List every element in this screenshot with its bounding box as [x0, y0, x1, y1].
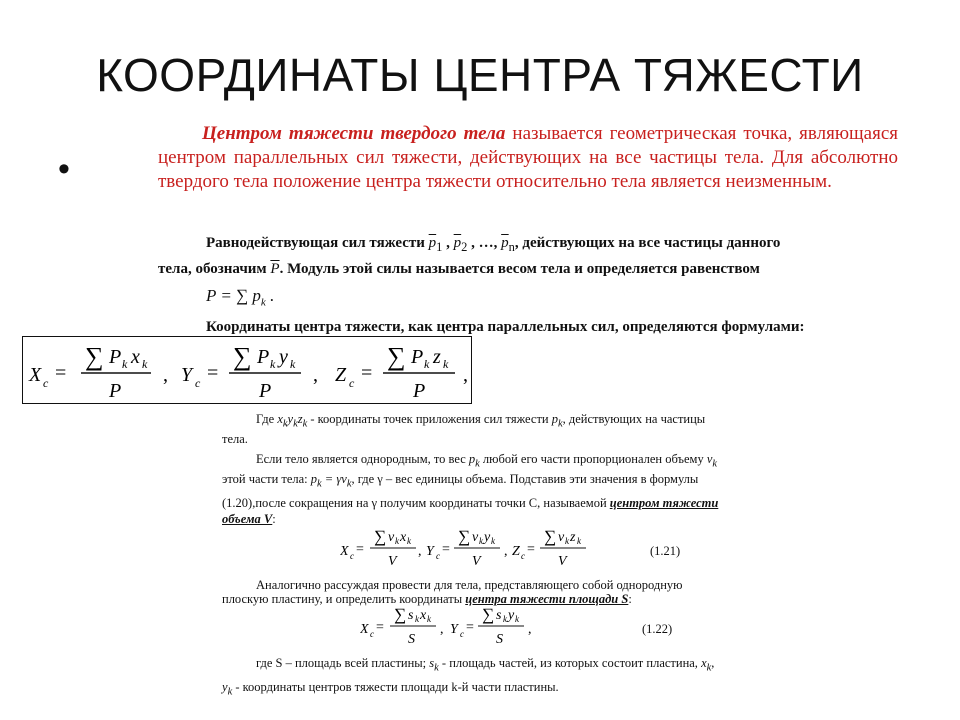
svg-text:P: P [109, 380, 122, 402]
svg-text:=: = [466, 620, 474, 635]
svg-text:s: s [496, 608, 502, 623]
svg-text:P: P [411, 346, 424, 368]
resultant-text-b: , действующих на все частицы данного [514, 235, 781, 251]
svg-text:∑: ∑ [387, 342, 406, 371]
svg-text:c: c [349, 376, 355, 390]
svg-text:X: X [29, 364, 42, 386]
svg-text:P: P [109, 346, 122, 368]
svg-text:,: , [504, 544, 508, 559]
area-centroid-formula [360, 606, 560, 652]
svg-text:y: y [279, 346, 288, 368]
svg-text:k: k [491, 536, 495, 546]
resultant-line-1: Равнодействующая сил тяжести $\overline{p}_1$ , $\overline{p}_2$ , …, $\overline{p}_n$, действующих на все частицы данного [206, 235, 781, 254]
svg-text:,: , [463, 364, 468, 386]
resultant-text-d: . Модуль этой силы называется весом тела и определяется равенством [279, 261, 760, 277]
svg-text:c: c [460, 629, 464, 639]
svg-text:v: v [558, 530, 565, 545]
svg-text:k: k [424, 357, 430, 371]
svg-text:=: = [376, 620, 384, 635]
plate-line-1: Аналогично рассуждая провести для тела, представляющего собой однородную [256, 578, 683, 592]
weight-equation: P = ∑ $p_k$ . [206, 286, 275, 309]
svg-text:k: k [407, 536, 411, 546]
svg-text:∑: ∑ [458, 528, 471, 546]
svg-text:k: k [503, 614, 507, 624]
svg-text:k: k [515, 614, 519, 624]
svg-text:P: P [413, 380, 426, 402]
svg-text:y: y [484, 530, 491, 545]
svg-text:=: = [361, 362, 373, 384]
homogeneous-line-2: этой части тела: $p_k = \gamma v_k$, где γ – вес единицы объема. Подставив эти значения в формулы [222, 472, 699, 490]
svg-text:,: , [440, 622, 444, 637]
resultant-text-a: Равнодействующая сил тяжести [206, 235, 425, 251]
svg-text:V: V [388, 554, 397, 569]
svg-text:x: x [131, 346, 140, 368]
eq-number-121: (1.21) [650, 544, 681, 558]
svg-text:k: k [415, 614, 419, 624]
svg-text:=: = [527, 542, 535, 557]
svg-text:S: S [496, 632, 503, 647]
resultant-line-2: тела, обозначим $\overline{P}$. Модуль этой силы называется весом тела и определяется равенством [158, 261, 760, 277]
svg-text:c: c [195, 376, 201, 390]
svg-text:P: P [259, 380, 272, 402]
svg-text:s: s [408, 608, 414, 623]
svg-text:Y: Y [181, 364, 193, 386]
svg-text:∑: ∑ [233, 342, 252, 371]
svg-text:V: V [558, 554, 567, 569]
svg-text:∑: ∑ [544, 528, 557, 546]
where-line: Где $x_ky_kz_k$ - координаты точек приложения сил тяжести $p_k$, действующих на частицы [256, 412, 706, 430]
svg-text:=: = [207, 362, 219, 384]
svg-text:k: k [142, 357, 148, 371]
where-line-end: тела. [222, 432, 248, 446]
svg-text:∑: ∑ [482, 606, 495, 624]
svg-text:,: , [528, 622, 532, 637]
svg-text:X: X [360, 622, 369, 637]
coords-intro: Координаты центра тяжести, как центра параллельных сил, определяются формулами: [206, 319, 805, 335]
svg-text:k: k [427, 614, 431, 624]
definition-term: Центром тяжести твердого тела [202, 123, 506, 144]
svg-text:,: , [313, 364, 318, 386]
svg-text:z: z [570, 530, 576, 545]
svg-text:=: = [442, 542, 450, 557]
eq-number-122: (1.22) [642, 622, 673, 636]
svg-text:k: k [395, 536, 399, 546]
svg-text:k: k [565, 536, 569, 546]
svg-text:Z: Z [512, 544, 520, 559]
homogeneous-line-1: Если тело является однородным, то вес $p_k$ любой его части пропорционален объему $v_k$ [256, 452, 718, 470]
svg-text:k: k [577, 536, 581, 546]
homogeneous-line-4: объема V: [222, 512, 276, 526]
svg-text:∑: ∑ [394, 606, 407, 624]
svg-text:k: k [122, 357, 128, 371]
svg-text:x: x [400, 530, 407, 545]
svg-text:y: y [508, 608, 515, 623]
svg-text:k: k [270, 357, 276, 371]
volume-centroid-formula [340, 528, 700, 574]
svg-text:Y: Y [426, 544, 434, 559]
plate-line-2: плоскую пластину, и определить координаты центра тяжести площади S: [222, 592, 632, 606]
definition-body: называется геометрическая точка, являющаяся центром параллельных сил тяжести, действующих на все частицы тела. Для абсолютно твердого тела положение центра тяжести относительно тела является неизменным. [158, 123, 899, 192]
svg-text:v: v [388, 530, 395, 545]
svg-text:=: = [55, 362, 67, 384]
center-of-gravity-formula-box [22, 336, 472, 404]
svg-text:v: v [472, 530, 479, 545]
svg-text:c: c [350, 551, 354, 561]
svg-text:=: = [356, 542, 364, 557]
svg-text:c: c [521, 551, 525, 561]
svg-text:X: X [340, 544, 349, 559]
svg-text:V: V [472, 554, 481, 569]
svg-text:z: z [433, 346, 441, 368]
svg-text:k: k [290, 357, 296, 371]
svg-text:S: S [408, 632, 415, 647]
area-line-1: где S – площадь всей пластины; $s_k$ - площадь частей, из которых состоит пластина, $x_k$, [256, 656, 715, 674]
svg-text:c: c [436, 551, 440, 561]
svg-text:∑: ∑ [374, 528, 387, 546]
svg-text:c: c [43, 376, 49, 390]
svg-text:k: k [479, 536, 483, 546]
center-of-gravity-formula [23, 337, 471, 403]
bullet-point: • [58, 150, 70, 188]
area-line-2: $y_k$ - координаты центров тяжести площади k-й части пластины. [222, 680, 559, 698]
svg-text:,: , [163, 364, 168, 386]
svg-text:Z: Z [335, 364, 347, 386]
definition-text [158, 122, 898, 194]
resultant-text-c: тела, обозначим [158, 261, 267, 277]
svg-text:∑: ∑ [85, 342, 104, 371]
svg-text:P: P [257, 346, 270, 368]
svg-text:c: c [370, 629, 374, 639]
svg-text:Y: Y [450, 622, 458, 637]
slide-title: КООРДИНАТЫ ЦЕНТРА ТЯЖЕСТИ [96, 49, 864, 101]
svg-text:x: x [420, 608, 427, 623]
svg-text:k: k [443, 357, 449, 371]
svg-text:,: , [418, 544, 422, 559]
homogeneous-line-3: (1.20),после сокращения на γ получим координаты точки С, называемой центром тяжести [222, 496, 719, 510]
